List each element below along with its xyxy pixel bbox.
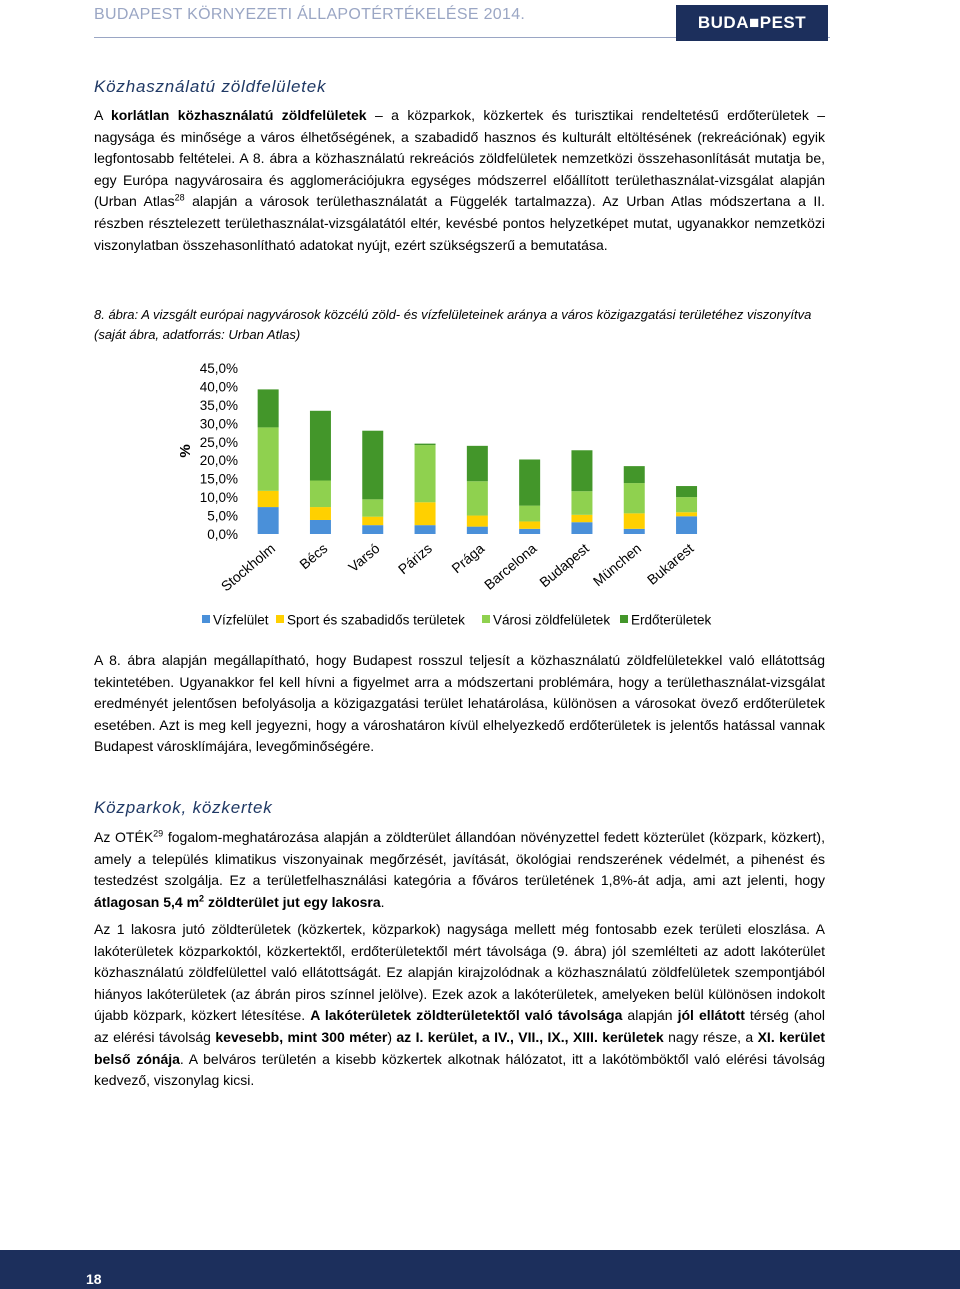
bar-segment — [467, 481, 488, 515]
bold-run: kevesebb, mint 300 méter — [215, 1028, 388, 1045]
y-tick-label: 45,0% — [199, 361, 238, 376]
bar-segment — [519, 506, 540, 522]
bar-segment — [571, 515, 592, 522]
x-tick-label: München — [589, 540, 645, 590]
y-tick-label: 25,0% — [199, 434, 238, 450]
bar-segment — [571, 522, 592, 534]
text-run: . — [380, 893, 385, 910]
text-run: alapján — [622, 1007, 678, 1024]
bar-segment — [624, 466, 645, 483]
bar-segment — [362, 431, 383, 500]
x-tick-label: Párizs — [394, 540, 435, 578]
bar-segment — [362, 517, 383, 525]
bar-segment — [624, 513, 645, 528]
bar-segment — [258, 427, 279, 490]
bar-segment — [415, 445, 436, 502]
bar-segment — [415, 525, 436, 534]
footer-bar — [0, 1250, 960, 1289]
header-title: BUDAPEST KÖRNYEZETI ÁLLAPOTÉRTÉKELÉSE 2014. — [94, 6, 526, 23]
figure-caption: 8. ábra: A vizsgált európai nagyvárosok közcélú zöld- és vízfelületeinek aránya a város közigazgatási területéhez viszonyítva (saját ábra, adatforrás: Urban Atlas) — [94, 307, 812, 342]
bar-segment — [415, 444, 436, 445]
y-tick-label: 40,0% — [199, 379, 238, 395]
parks-paragraph-1 — [94, 827, 825, 913]
x-tick-label: Budapest — [536, 540, 592, 591]
bar-segment — [676, 497, 697, 512]
bold-run: zöldterület jut egy lakosra — [204, 893, 381, 910]
text-run: nagy része, a — [663, 1028, 758, 1045]
bar-segment — [624, 529, 645, 534]
legend-swatch — [276, 615, 284, 623]
parks-paragraph-2 — [94, 919, 825, 1092]
bold-run: jól ellátott — [677, 1007, 745, 1024]
text-run: ) — [387, 1028, 397, 1045]
section-title-parks: Közparkok, közkertek — [94, 798, 273, 817]
bold-run: átlagosan 5,4 m — [94, 893, 200, 910]
legend-swatch — [482, 615, 490, 623]
footnote-ref: 28 — [174, 192, 185, 203]
text-run: térség (ahol az elérési távolság — [94, 1007, 825, 1045]
y-axis-label: % — [177, 444, 194, 458]
legend-label: Erdőterületek — [631, 612, 712, 628]
x-tick-label: Bécs — [296, 540, 331, 573]
logo-text: BUDA■PEST — [697, 13, 807, 32]
text-run: Az OTÉK — [94, 829, 154, 845]
bar-segment — [310, 520, 331, 534]
footnote-ref: 29 — [153, 828, 164, 839]
bar-segment — [310, 411, 331, 481]
budapest-logo — [676, 5, 828, 41]
bar-segment — [676, 512, 697, 516]
x-tick-label: Bukarest — [643, 540, 697, 588]
section-title-public-green: Közhasználatú zöldfelületek — [94, 77, 327, 96]
bar-segment — [258, 491, 279, 507]
page-number: 18 — [86, 1271, 102, 1287]
legend-label: Városi zöldfelületek — [493, 612, 611, 628]
bar-segment — [467, 516, 488, 527]
bar-segment — [258, 389, 279, 427]
intro-paragraph — [94, 105, 825, 256]
bar-segment — [362, 499, 383, 516]
bar-segment — [676, 486, 697, 497]
text-run: . A belváros területén a kisebb közkertek alkotnak hálózatot, itt a lakótömböktől való elérési távolság kedvező, viszonylag kicsi. — [94, 1050, 825, 1089]
bar-segment — [676, 516, 697, 534]
text-run: fogalom-meghatározása alapján a zöldterület állandóan növényzettel fedett közterület (közpark, közkert), amely a település klimatikus viszonyainak megőrzését, javítását, ökológiai rendszerének védelmét, a pihenést és testedzést szolgálja. Ez a területfelhasználási kategória a főváros területének 1,8%-át adja, ami azt jelenti, hogy — [94, 829, 825, 889]
bold-run: XI. kerület belső zónája — [94, 1028, 826, 1067]
bold-run: A lakóterületek zöldterületektől való távolsága — [310, 1007, 623, 1024]
y-tick-label: 15,0% — [199, 471, 238, 487]
bar-segment — [467, 446, 488, 481]
bar-segment — [467, 527, 488, 534]
x-tick-label: Varsó — [345, 540, 383, 576]
bar-segment — [571, 491, 592, 515]
stacked-bar-chart — [170, 355, 730, 640]
bar-segment — [310, 507, 331, 520]
x-tick-label: Barcelona — [480, 540, 540, 593]
text-run: alapján a városok területhasználatát a Függelék tartalmazza). Az Urban Atlas módszertana a II. részben résztelezett területhasználat-vizsgálatától eltér, kevésbé pontos helyzetképet mutat, ugyanakkor nemzetközi viszonylatban összehasonlítható adatokat nyújt, ezért szükségszerű a bemutatása. — [94, 193, 825, 253]
bold-run: az I. kerület, a IV., VII., IX., XIII. kerületek — [396, 1028, 664, 1045]
bar-segment — [624, 483, 645, 513]
bar-segment — [519, 521, 540, 528]
y-tick-label: 5,0% — [207, 508, 238, 524]
y-tick-label: 30,0% — [199, 416, 238, 432]
legend-label: Sport és szabadidős területek — [287, 612, 465, 628]
bar-segment — [519, 529, 540, 534]
bar-segment — [415, 502, 436, 525]
bold-run: korlátlan közhasználatú zöldfelületek — [110, 107, 367, 123]
after-chart-paragraph: A 8. ábra alapján megállapítható, hogy Budapest rosszul teljesít a közhasználatú zöldfelületekkel való ellátottság tekintetében. Ugyanakkor fel kell hívni a figyelmet arra a módszertani problémára, hogy a területhasználat-vizsgálat eredményét jelentősen befolyásolja a közigazgatási terület lehatárolása, különösen a városokat övező erdőterületek esetében. Azt is meg kell jegyezni, hogy a városhatáron kívül elhelyezkedő erdőterületek is jelentős hatással vannak Budapest városklímájára, levegőminőségére. — [94, 652, 825, 755]
bar-segment — [362, 525, 383, 534]
y-tick-label: 35,0% — [199, 397, 238, 413]
y-tick-label: 20,0% — [199, 453, 238, 469]
y-tick-label: 0,0% — [207, 527, 238, 542]
y-tick-label: 10,0% — [199, 490, 238, 506]
legend-label: Vízfelület — [213, 612, 269, 628]
legend-swatch — [620, 615, 628, 623]
x-tick-label: Prága — [448, 540, 488, 577]
bar-segment — [519, 459, 540, 505]
superscript: 2 — [199, 893, 205, 904]
text-run: – a közparkok, közkertek és turisztikai rendeltetésű erdőterületek – nagysága és minősége a város élhetőségének, a szabadidő hasznos és kulturált eltöltésének (rekreációnak) egyik legfontosabb feltételei. A 8. ábra a közhasználatú rekreációs zöldfelületek nemzetközi összehasonlítását mutatja be, egy Európa nagyvárosaira és agglomerációjukra egységes módszerrel előállított területhasználat-vizsgálat alapján (Urban Atlas — [94, 107, 825, 210]
bar-segment — [258, 507, 279, 534]
legend-swatch — [202, 615, 210, 623]
x-tick-label: Stockholm — [217, 540, 279, 595]
text-run: A — [94, 107, 111, 123]
bar-segment — [571, 450, 592, 491]
bar-segment — [310, 481, 331, 508]
text-run: Az 1 lakosra jutó zöldterületek (közkertek, közparkok) nagysága mellett még fontosabb ezek területi eloszlása. A lakóterületek közparkoktól, közkertektől, erdőterületektől mért távolsága (9. ábra) jól szemlélteti az adott lakóterület közhasználatú zöldfelülettel való ellátottságát. Ez alapján kirajzolódnak a közhasználatú zöldfelületek szempontjából hiányos lakóterületek (az ábrán piros színnel jelölve). Ezek azok a lakóterületek, amelyeken belül különösen indokolt újabb közpark, közkert létesítése. — [94, 921, 825, 1024]
